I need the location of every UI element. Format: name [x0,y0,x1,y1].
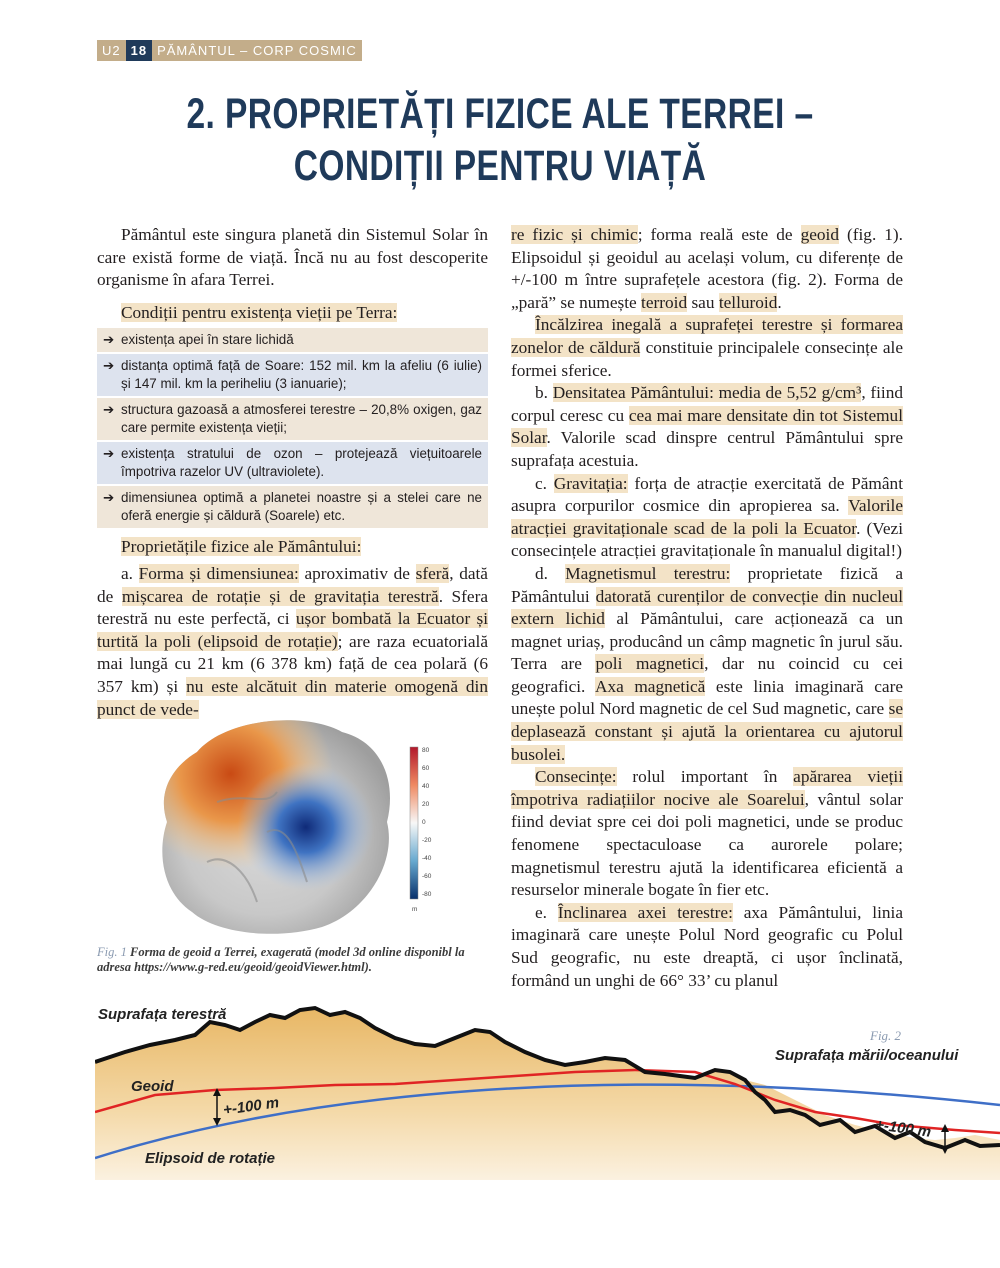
arrow-icon: ➔ [103,446,115,462]
conditions-heading: Condiții pentru existența vieții pe Terra: [121,302,398,322]
section-label: PĂMÂNTUL – CORP COSMIC [152,40,362,61]
list-item: ➔ dimensiunea optimă a planetei noastre și a stelei care ne oferă energie și căldură (Soarele) etc. [97,486,488,528]
surface-label: Suprafața terestră [98,1006,227,1023]
arrow-icon: ➔ [103,490,115,506]
left-column [97,224,488,721]
geoid-label: Geoid [131,1078,174,1095]
intro-paragraph: Pământul este singura planetă din Sistemul Solar în care există forme de viață. Încă nu au fost descoperite organisme în afara Terrei. [97,225,488,290]
difference-label-left: +-100 m [222,1094,281,1119]
list-item: ➔ distanța optimă față de Soare: 152 mil. km la afeliu (6 iulie) și 147 mil. km la periheliu (3 ianuarie); [97,354,488,396]
paragraph-heating: Încălzirea inegală a suprafeței terestre și formarea zonelor de căldură constituie principalele consecințe ale formei sferice. [511,315,903,380]
scale-tick: -20 [422,837,432,844]
properties-heading: Proprietățile fizice ale Pământului: [121,537,362,557]
title-line-2: CONDIȚII PENTRU VIAȚĂ [293,142,707,190]
geoid-ellipsoid-diagram [95,1000,1000,1180]
scale-tick: 20 [422,801,430,808]
page-title [110,88,890,192]
list-item: ➔ existența apei în stare lichidă [97,328,488,352]
scale-tick: 40 [422,783,430,790]
list-item: ➔ structura gazoasă a atmosferei terestre – 20,8% oxigen, gaz care permite existența vieții; [97,398,488,440]
paragraph-shape-cont: re fizic și chimic; forma reală este de geoid (fig. 1). Elipsoidul și geoidul au același volum, cu diferențe de +/-100 m între suprafețele acestora (fig. 2). Forma de „pară” se numește terroid sau telluroid. [511,225,903,312]
scale-tick: 0 [422,819,426,826]
arrow-icon: ➔ [103,332,115,348]
list-item: ➔ existența stratului de ozon – protejează viețuitoarele împotriva razelor UV (ultraviolete). [97,442,488,484]
figure-2-number: Fig. 2 [870,1028,902,1043]
chapter-badge [97,40,362,61]
scale-tick: -80 [422,891,432,898]
page-number: 18 [126,40,152,61]
scale-tick: 60 [422,765,430,772]
scale-tick: -40 [422,855,432,862]
scale-tick: -60 [422,873,432,880]
ellipsoid-label: Elipsoid de rotație [145,1150,276,1167]
paragraph-b: b. Densitatea Pământului: media de 5,52 g/cm³, fiind corpul ceresc cu cea mai mare densitate din tot Sistemul Solar. Valorile scad dinspre centrul Pământului spre suprafața acestuia. [511,383,904,470]
sea-surface-label: Suprafața mării/oceanului [775,1047,959,1064]
color-scale-bar [410,747,418,899]
paragraph-a: a. Forma și dimensiunea: aproximativ de sferă, dată de mișcarea de rotație și de gravitația terestră. Sfera terestră nu este perfectă, ci ușor bombată la Ecuator și turtită la poli (elipsoid de rotație); are raza ecuatorială mai lungă cu 21 km (6 378 km) față de cea polară (6 357 km) și nu este alcătuit din materie omogenă din punct de vede- [97,563,489,719]
paragraph-d: d. Magnetismul terestru: proprietate fizică a Pământului datorată curenților de convecție din nucleul extern lichid al Pământului, care acționează ca un magnet uriaș, producând un câmp magnetic în jurul său. Terra are poli magnetici, dar nu coincid cu cei geografici. Axa magnetică este linia imaginară care unește polul Nord magnetic de cel Sud magnetic, care se deplasează constant și ajută la orientarea cu ajutorul busolei. [511,563,904,764]
paragraph-c: c. Gravitația: forța de atracție exercitată de Pământ asupra corpurilor cosmice din apropierea sa. Valorile atracției gravitaționale scad de la poli la Ecuator. (Vezi consecințele atracției gravitaționale în manualul digital!) [511,473,903,561]
figure-1-caption: Fig. 1 Forma de geoid a Terrei, exagerată (model 3d online disponibl la adresa https://www.g-red.eu/geoid/geoidViewer.html). [97,945,465,974]
unit-label: U2 [97,40,126,61]
title-line-1: 2. PROPRIETĂȚI FIZICE ALE TERREI – [186,90,814,138]
right-column [511,224,903,992]
conditions-list [97,328,488,528]
geoid-figure [97,712,488,942]
difference-label-right: +-100 m [874,1116,933,1141]
paragraph-e: e. Înclinarea axei terestre: axa Pământului, linia imaginară care unește Polul Nord geografic cu Polul Sud geografic, nu este dreaptă, ci ușor înclinată, formând un unghi de 66° 33’ cu planul [511,902,903,990]
scale-unit: m [412,906,418,913]
paragraph-consequences: Consecințe: rolul important în apărarea vieții împotriva radiațiilor nocive ale Soarelui, vântul solar fiind deviat spre cei doi poli magnetici, unde se produc fenomene spectaculoase ca aurorele polare; magnetismul terestru ajută la identificarea eficientă a resurselor minerale bogate în fier etc. [511,767,904,900]
arrow-icon: ➔ [103,358,115,374]
scale-tick: 80 [422,747,430,754]
arrow-icon: ➔ [103,402,115,418]
